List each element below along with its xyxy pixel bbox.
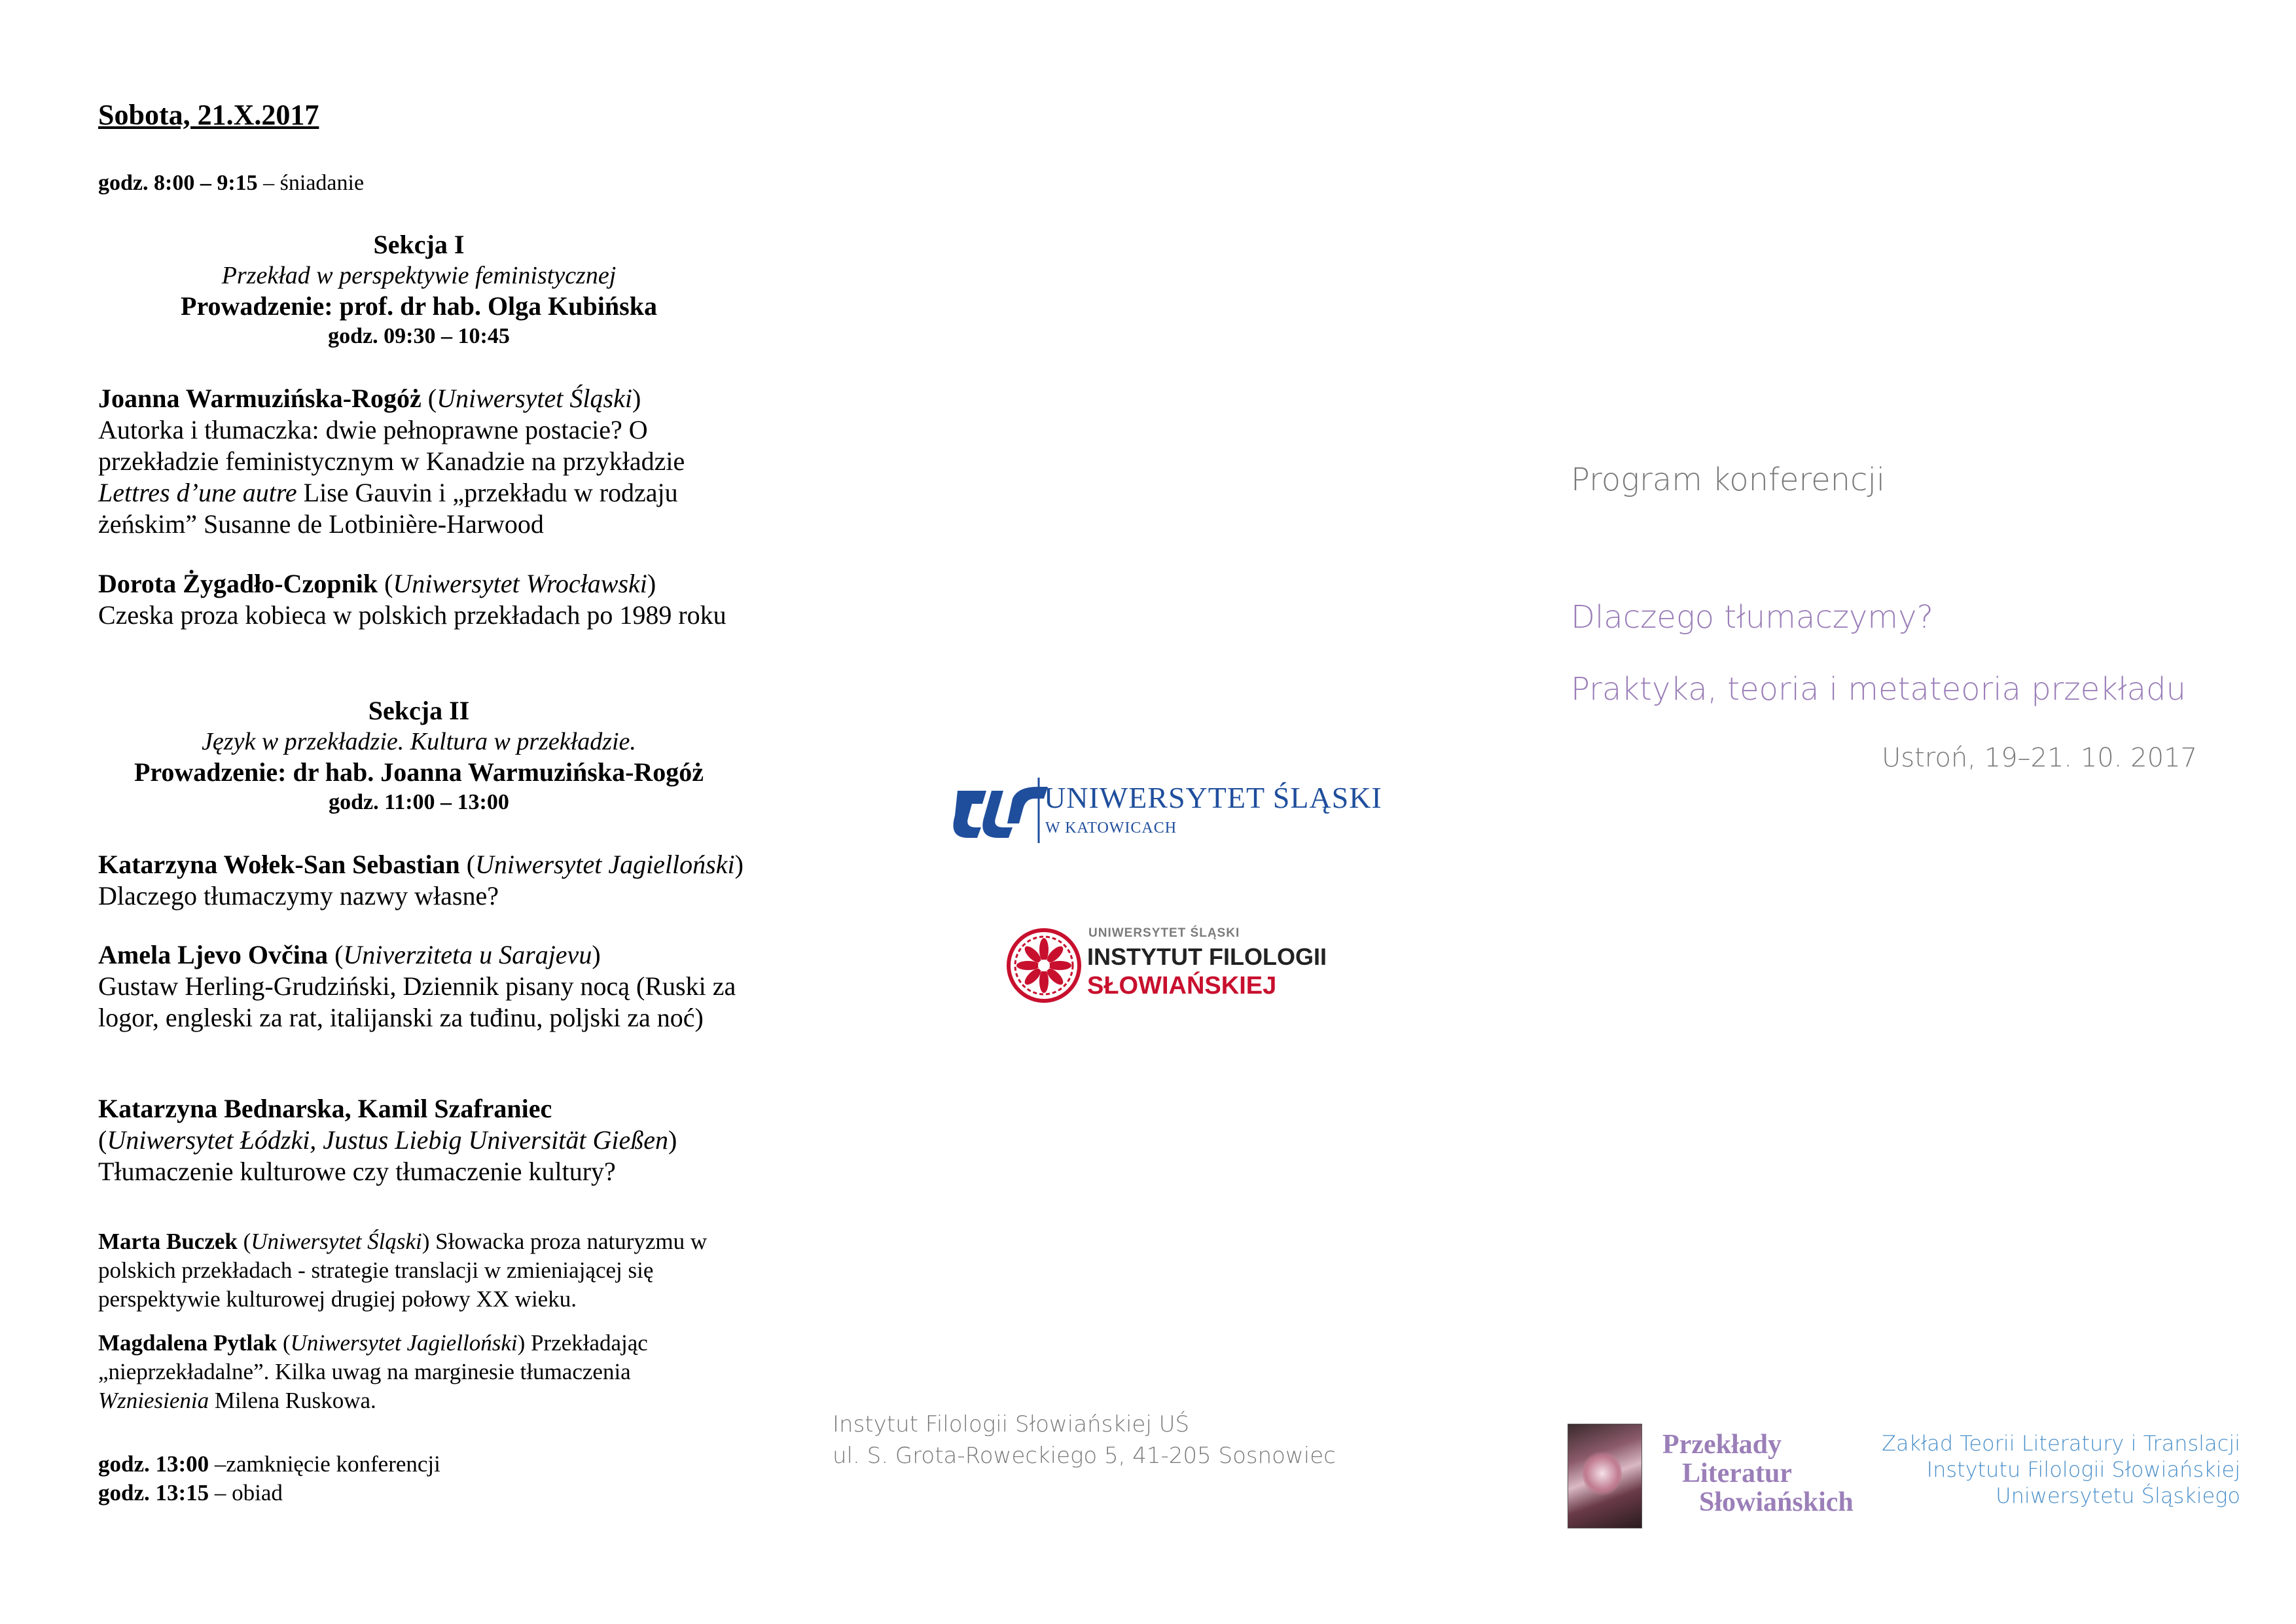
day-heading: Sobota, 21.X.2017 bbox=[98, 99, 319, 131]
section-1-theme: Przekład w perspektywie feministycznej bbox=[221, 262, 617, 289]
department-line-2: Instytutu Filologii Słowiańskiej bbox=[1926, 1457, 2240, 1482]
paren-open: ( bbox=[98, 1125, 107, 1155]
talk-affiliation: Uniwersytet Jagielloński bbox=[475, 850, 735, 879]
talk-bednarska bbox=[98, 1093, 759, 1187]
talk-wolek bbox=[98, 849, 759, 912]
closing-label: –zamknięcie konferencji bbox=[209, 1451, 440, 1477]
series-line-3: Słowiańskich bbox=[1699, 1487, 1854, 1517]
talk-buczek bbox=[98, 1227, 759, 1314]
talk-affiliation: Uniwersytet Łódzki, Justus Liebig Universität Gießen bbox=[107, 1125, 669, 1155]
paren-open: ( bbox=[328, 940, 344, 969]
closing-line bbox=[98, 1450, 759, 1479]
us-logo-name: UNIWERSYTET ŚLĄSKI bbox=[1044, 781, 1382, 814]
talk-author: Dorota Żygadło-Czopnik bbox=[98, 569, 378, 598]
paren-close: ) bbox=[668, 1125, 677, 1155]
closing-time: godz. 13:00 bbox=[98, 1451, 209, 1477]
lunch-time: godz. 13:15 bbox=[98, 1480, 209, 1506]
institute-address bbox=[833, 1409, 1336, 1471]
paren-close: ) bbox=[517, 1330, 526, 1356]
section-2-header bbox=[98, 695, 740, 817]
talk-title-end: Milena Ruskowa. bbox=[209, 1388, 376, 1413]
paren-close: ) bbox=[734, 850, 744, 879]
talk-author: Magdalena Pytlak bbox=[98, 1330, 278, 1356]
talk-warmuzinska bbox=[98, 383, 759, 540]
talk-author: Marta Buczek bbox=[98, 1229, 238, 1254]
talk-pytlak bbox=[98, 1329, 733, 1415]
conference-title-line-2: Praktyka, teoria i metateoria przekładu bbox=[1571, 671, 2186, 708]
series-name bbox=[1662, 1430, 1854, 1517]
talk-title-end: Lise Gauvin i „przekładu w rodzaju żeńskim” Susanne de Lotbinière-Harwood bbox=[98, 478, 678, 539]
paren-open: ( bbox=[277, 1330, 291, 1356]
talk-author: Amela Ljevo Ovčina bbox=[98, 940, 329, 969]
paren-open: ( bbox=[378, 569, 393, 598]
logo-instytut-filologii bbox=[1005, 920, 1345, 1011]
ifs-logo-line1: INSTYTUT FILOLOGII bbox=[1087, 943, 1327, 970]
section-2-chair: Prowadzenie: dr hab. Joanna Warmuzińska-Rogóż bbox=[134, 757, 704, 787]
paren-close: ) bbox=[647, 569, 656, 598]
address-line-2: ul. S. Grota-Roweckiego 5, 41-205 Sosnowiec bbox=[833, 1443, 1336, 1469]
series-line-2: Literatur bbox=[1682, 1458, 1792, 1489]
breakfast-line bbox=[98, 169, 759, 198]
ifs-logo-top: UNIWERSYTET ŚLĄSKI bbox=[1088, 926, 1240, 940]
paren-open: ( bbox=[237, 1229, 251, 1254]
talk-title: Czeska proza kobieca w polskich przekładach po 1989 roku bbox=[98, 600, 726, 630]
talk-affiliation: Uniwersytet Jagielloński bbox=[290, 1330, 518, 1356]
series-book-cover-icon bbox=[1568, 1424, 1642, 1528]
address-line-1: Instytut Filologii Słowiańskiej UŚ bbox=[833, 1411, 1190, 1437]
us-logo-mark-icon bbox=[952, 772, 1050, 844]
talk-ljevo bbox=[98, 939, 759, 1034]
paren-close: ) bbox=[632, 384, 641, 413]
talk-affiliation: Uniwersytet Śląski bbox=[251, 1229, 422, 1254]
paren-open: ( bbox=[421, 384, 437, 413]
department-line-1: Zakład Teorii Literatury i Translacji bbox=[1881, 1431, 2240, 1456]
talk-author: Joanna Warmuzińska-Rogóż bbox=[98, 384, 422, 413]
section-2-theme: Język w przekładzie. Kultura w przekładzie. bbox=[202, 728, 636, 755]
section-2-title: Sekcja II bbox=[368, 696, 470, 725]
closing-lines bbox=[98, 1450, 759, 1507]
talk-zygadlo bbox=[98, 568, 759, 631]
lunch-label: – obiad bbox=[209, 1480, 283, 1506]
talk-author: Katarzyna Bednarska, Kamil Szafraniec bbox=[98, 1094, 552, 1123]
section-1-header bbox=[98, 229, 740, 351]
talk-title: Gustaw Herling-Grudziński, Dziennik pisany nocą (Ruski za logor, engleski za rat, italijanski za tuđinu, poljski za noć) bbox=[98, 971, 736, 1032]
talk-affiliation: Uniwersytet Wrocławski bbox=[393, 569, 647, 598]
logo-uniwersytet-slaski bbox=[952, 772, 1382, 851]
series-line-1: Przekłady bbox=[1662, 1430, 1782, 1460]
conference-title-line-1: Dlaczego tłumaczymy? bbox=[1571, 599, 1933, 636]
place-date: Ustroń, 19–21. 10. 2017 bbox=[1882, 743, 2197, 773]
ifs-rosette-icon bbox=[1005, 926, 1083, 1005]
section-1-time: godz. 09:30 – 10:45 bbox=[328, 324, 510, 348]
talk-affiliation: Uniwersytet Śląski bbox=[437, 384, 632, 413]
talk-title-italic: Lettres d’une autre bbox=[98, 478, 297, 507]
paren-close: ) bbox=[592, 940, 601, 969]
ifs-logo-line2: SŁOWIAŃSKIEJ bbox=[1087, 972, 1277, 1000]
breakfast-time: godz. 8:00 – 9:15 bbox=[98, 171, 258, 195]
section-1-chair: Prowadzenie: prof. dr hab. Olga Kubińska bbox=[181, 291, 657, 321]
department-name bbox=[1882, 1430, 2240, 1509]
talk-title-italic: Wzniesienia bbox=[98, 1388, 209, 1413]
talk-affiliation: Univerziteta u Sarajevu bbox=[343, 940, 592, 969]
talk-title: Tłumaczenie kulturowe czy tłumaczenie kultury? bbox=[98, 1157, 616, 1186]
talk-title: Słowacka proza naturyzmu w polskich przekładach - strategie translacji w zmieniającej się perspektywie kulturowej drugiej połowy XX wieku. bbox=[98, 1229, 708, 1312]
paren-close: ) bbox=[422, 1229, 430, 1254]
us-logo-sub: W KATOWICACH bbox=[1045, 820, 1177, 837]
program-label: Program konferencji bbox=[1571, 461, 1886, 498]
talk-author: Katarzyna Wołek-San Sebastian bbox=[98, 850, 460, 879]
talk-title: Autorka i tłumaczka: dwie pełnoprawne postacie? O przekładzie feministycznym w Kanadzie na przykładzie bbox=[98, 415, 685, 476]
talk-title: Dlaczego tłumaczymy nazwy własne? bbox=[98, 881, 499, 911]
section-2-time: godz. 11:00 – 13:00 bbox=[329, 790, 509, 814]
section-1-title: Sekcja I bbox=[373, 230, 465, 259]
talk-title: Przekładając „nieprzekładalne”. Kilka uwag na marginesie tłumaczenia bbox=[98, 1330, 648, 1384]
paren-open: ( bbox=[459, 850, 476, 879]
lunch-line bbox=[98, 1479, 759, 1507]
department-line-3: Uniwersytetu Śląskiego bbox=[1996, 1483, 2240, 1508]
breakfast-label: – śniadanie bbox=[257, 171, 365, 195]
